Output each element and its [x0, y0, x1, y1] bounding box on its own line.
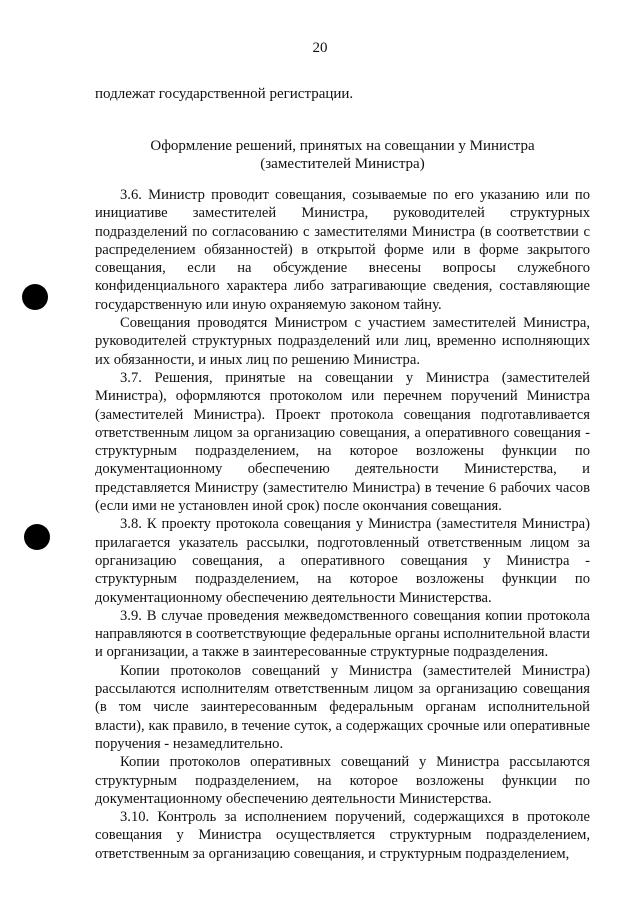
- document-body: [95, 186, 590, 863]
- paragraph-3-9: 3.9. В случае проведения межведомственного совещания копии протокола направляются в соответствующие федеральные органы исполнительной власти и организации, а также в заинтересованные структурные подразделения.: [95, 607, 590, 661]
- opening-line: подлежат государственной регистрации.: [95, 86, 354, 102]
- paragraph-3-10: 3.10. Контроль за исполнением поручений, содержащихся в протоколе совещания у Министра осуществляется структурным подразделением, ответственным за организацию совещания, и структурным подразделением,: [95, 809, 590, 862]
- section-title: [95, 137, 590, 173]
- paragraph-meetings-participants: Совещания проводятся Министром с участием заместителей Министра, руководителей структурных подразделений или лиц, временно исполняющих их обязанности, и иных лиц по решению Министра.: [95, 315, 590, 368]
- section-title-line-2: (заместителей Министра): [260, 156, 425, 172]
- binder-hole-top: [22, 284, 48, 310]
- page-number: 20: [312, 40, 328, 56]
- paragraph-3-7: 3.7. Решения, принятые на совещании у Министра (заместителей Министра), оформляются протоколом или перечнем поручений Министра (заместителей Министра). Проект протокола совещания подготавливается ответственным лицом за организацию совещания, а оперативного совещания - структурным подразделением, на которое возложены функции по документационному обеспечению деятельности Министерства, и представляется Министру (заместителю Министра) в течение 6 рабочих часов (если ими не установлен иной срок) после окончания совещания.: [95, 369, 590, 515]
- paragraph-3-8: 3.8. К проекту протокола совещания у Министра (заместителя Министра) прилагается указатель рассылки, подготовленный ответственным лицом за организацию совещания, а оперативного совещания у Министра - структурным подразделением, на которое возложены функции по документационному обеспечению деятельности Министерства.: [95, 516, 590, 606]
- section-title-line-1: Оформление решений, принятых на совещании у Министра: [150, 138, 535, 154]
- paragraph-operational-copies: Копии протоколов оперативных совещаний у Министра рассылаются структурным подразделением, на которое возложены функции по документационному обеспечению деятельности Министерства.: [95, 754, 590, 807]
- paragraph-protocol-copies: Копии протоколов совещаний у Министра (заместителей Министра) рассылаются исполнителям ответственным лицом за организацию совещания (в том числе заинтересованным федеральным органам исполнительной власти), как правило, в течение суток, а содержащих срочные или оперативные поручения - незамедлительно.: [95, 662, 590, 752]
- binder-hole-bottom: [24, 524, 50, 550]
- paragraph-3-6: 3.6. Министр проводит совещания, созываемые по его указанию или по инициативе заместителей Министра, руководителей структурных подразделений по согласованию с заместителями Министра (в соответствии с распределением обязанностей) в открытой форме или в форме закрытого совещания, если на обсуждение внесены вопросы служебного конфиденциального характера либо затрагивающие сведения, составляющие государственную или иную охраняемую законом тайну.: [95, 187, 590, 313]
